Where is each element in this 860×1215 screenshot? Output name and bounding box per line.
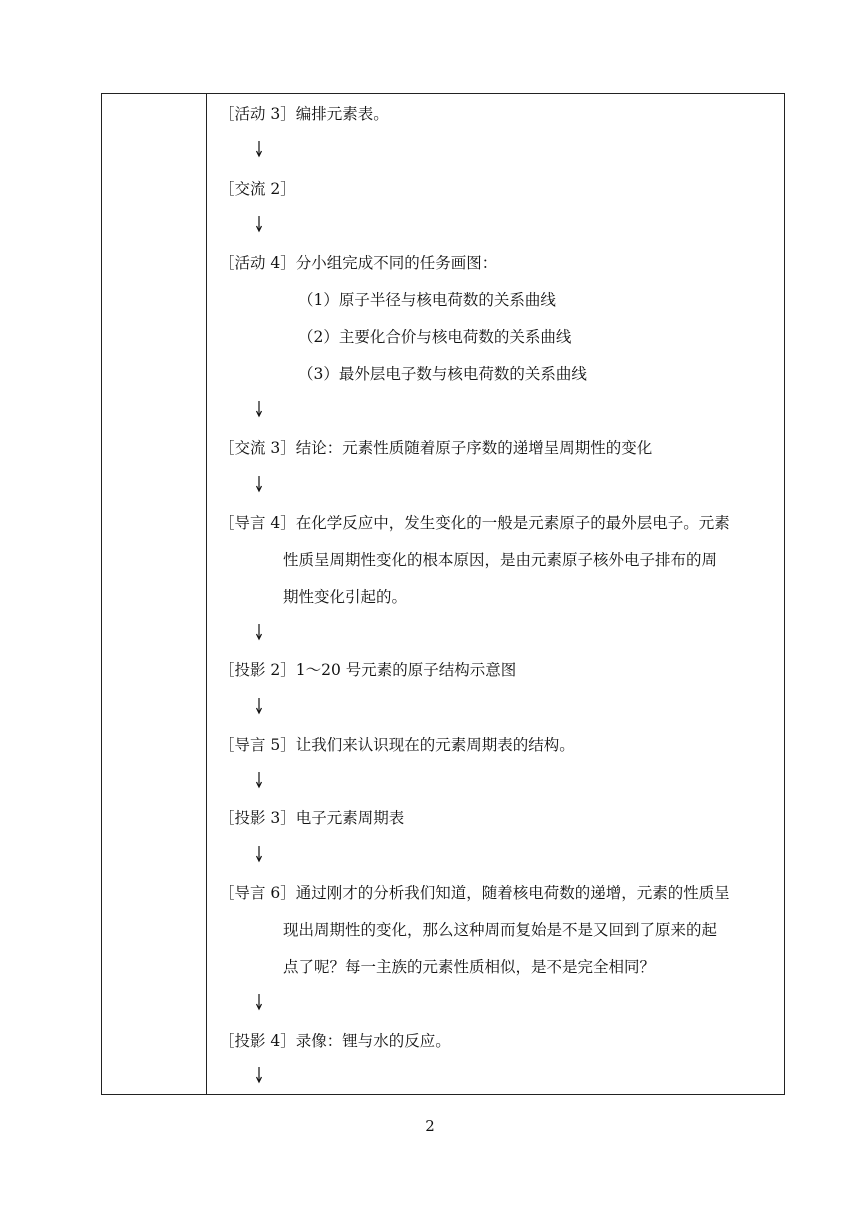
column-divider (206, 94, 207, 1094)
activity-3-line: ［活动 3］编排元素表。 (219, 105, 389, 123)
down-arrow-icon (254, 697, 264, 715)
introduction-4-line: ［导言 4］在化学反应中，发生变化的一般是元素原子的最外层电子。元素 (219, 514, 730, 532)
projection-3-line: ［投影 3］电子元素周期表 (219, 809, 405, 827)
down-arrow-icon (254, 140, 264, 158)
projection-2-line: ［投影 2］1～20 号元素的原子结构示意图 (219, 661, 517, 679)
down-arrow-icon (254, 400, 264, 418)
down-arrow-icon (254, 215, 264, 233)
down-arrow-icon (254, 475, 264, 493)
introduction-6-continuation-2: 点了呢？每一主族的元素性质相似，是不是完全相同？ (283, 958, 656, 976)
down-arrow-icon (254, 623, 264, 641)
task-item-1: （1）原子半径与核电荷数的关系曲线 (298, 291, 556, 309)
exchange-2-line: ［交流 2］ (219, 180, 296, 198)
projection-4-line: ［投影 4］录像：锂与水的反应。 (219, 1032, 451, 1050)
introduction-6-continuation-1: 现出周期性的变化，那么这种周而复始是不是又回到了原来的起 (283, 921, 718, 939)
lesson-table (101, 93, 785, 1095)
down-arrow-icon (254, 845, 264, 863)
introduction-4-continuation-1: 性质呈周期性变化的根本原因，是由元素原子核外电子排布的周 (283, 551, 718, 569)
activity-4-line: ［活动 4］分小组完成不同的任务画图： (219, 254, 498, 272)
introduction-5-line: ［导言 5］让我们来认识现在的元素周期表的结构。 (219, 736, 575, 754)
down-arrow-icon (254, 993, 264, 1011)
introduction-4-continuation-2: 期性变化引起的。 (283, 588, 408, 606)
page-number: 2 (425, 1117, 435, 1135)
introduction-6-line: ［导言 6］通过刚才的分析我们知道，随着核电荷数的递增，元素的性质呈 (219, 884, 730, 902)
down-arrow-icon (254, 1066, 264, 1084)
exchange-3-line: ［交流 3］结论：元素性质随着原子序数的递增呈周期性的变化 (219, 439, 653, 457)
task-item-3: （3）最外层电子数与核电荷数的关系曲线 (298, 365, 587, 383)
down-arrow-icon (254, 771, 264, 789)
task-item-2: （2）主要化合价与核电荷数的关系曲线 (298, 328, 572, 346)
